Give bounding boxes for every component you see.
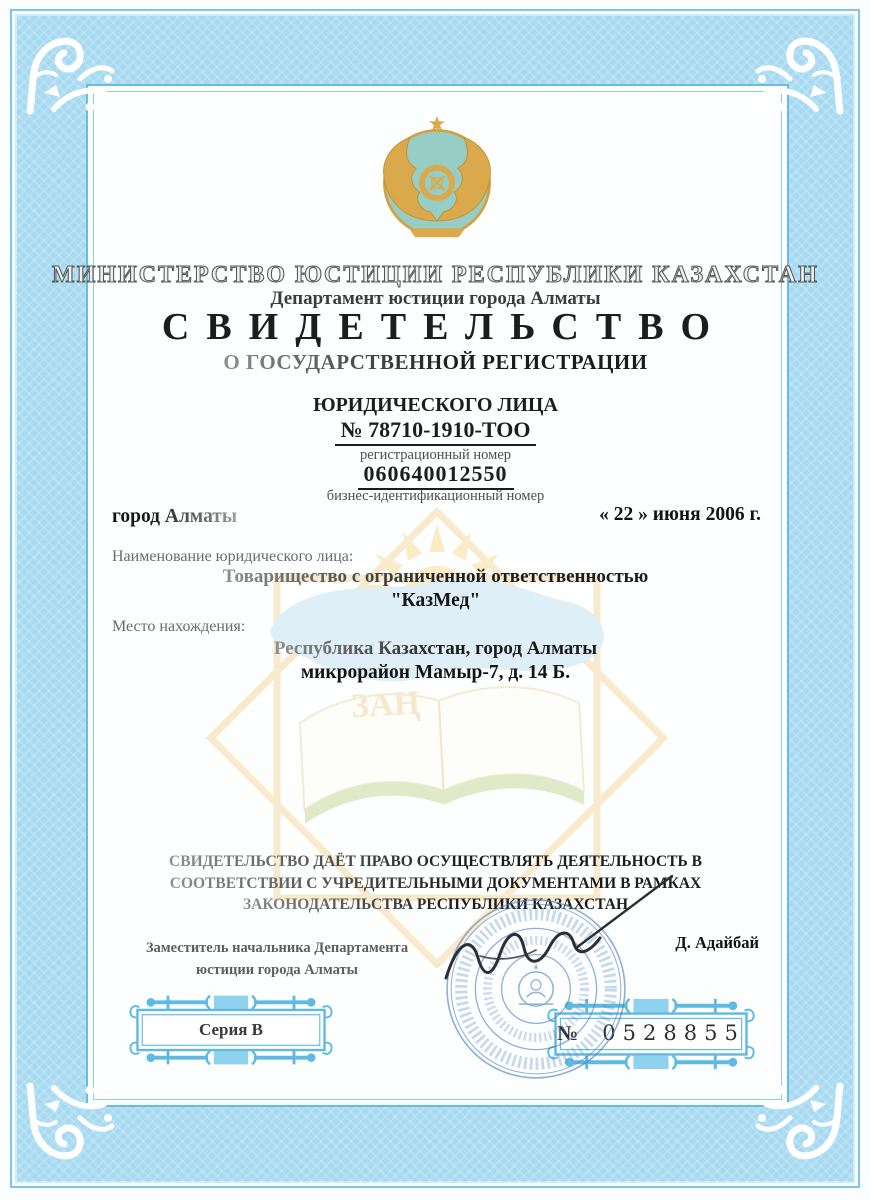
serial-digits: 0528855 (602, 1021, 745, 1045)
rights-line: СООТВЕТСТВИИ С УЧРЕДИТЕЛЬНЫМИ ДОКУМЕНТАМИ В РАМКАХ (170, 873, 702, 895)
signatory-title: Заместитель начальника Департамента юстиции города Алматы (145, 940, 409, 978)
registration-number: № 78710-1910-ТОО (0, 417, 871, 446)
entity-type-heading: ЮРИДИЧЕСКОГО ЛИЦА (313, 394, 558, 416)
certificate-title: СВИДЕТЕЛЬСТВО (161, 306, 728, 348)
location-label: Место нахождения: (112, 618, 246, 635)
business-id-label: бизнес-идентификационный номер (326, 488, 545, 504)
business-id-number: 060640012550 (0, 461, 871, 490)
rights-line: СВИДЕТЕЛЬСТВО ДАЁТ ПРАВО ОСУЩЕСТВЛЯТЬ ДЕЯТЕЛЬНОСТЬ В (169, 851, 702, 873)
entity-name-line2: "КазМед" (390, 590, 481, 611)
address-line2: микрорайон Мамыр-7, д. 14 Б. (300, 662, 571, 683)
signatory-name: Д. Адайбай (675, 933, 759, 952)
issue-city: город Алматы (112, 506, 238, 527)
rights-line: ЗАКОНОДАТЕЛЬСТВА РЕСПУБЛИКИ КАЗАХСТАН (243, 894, 628, 916)
registration-number-label: регистрационный номер (359, 447, 512, 463)
watermark-book-text: ЗАҢ (350, 684, 421, 726)
department-subheader: Департамент юстиции города Алматы (270, 288, 601, 309)
issue-date: « 22 » июня 2006 г. (599, 504, 761, 525)
entity-name-line1: Товарищество с ограниченной ответственностью (222, 566, 649, 587)
address-line1: Республика Казахстан, город Алматы (273, 638, 598, 659)
ministry-header: МИНИСТЕРСТВО ЮСТИЦИИ РЕСПУБЛИКИ КАЗАХСТАН (52, 262, 819, 288)
entity-name-label: Наименование юридического лица: (112, 548, 354, 565)
serial-prefix: № (557, 1021, 579, 1045)
certificate-subtitle: О ГОСУДАРСТВЕННОЙ РЕГИСТРАЦИИ (223, 350, 648, 374)
handwritten-signature-icon (428, 866, 678, 996)
series-label: Серия В (198, 1020, 264, 1039)
